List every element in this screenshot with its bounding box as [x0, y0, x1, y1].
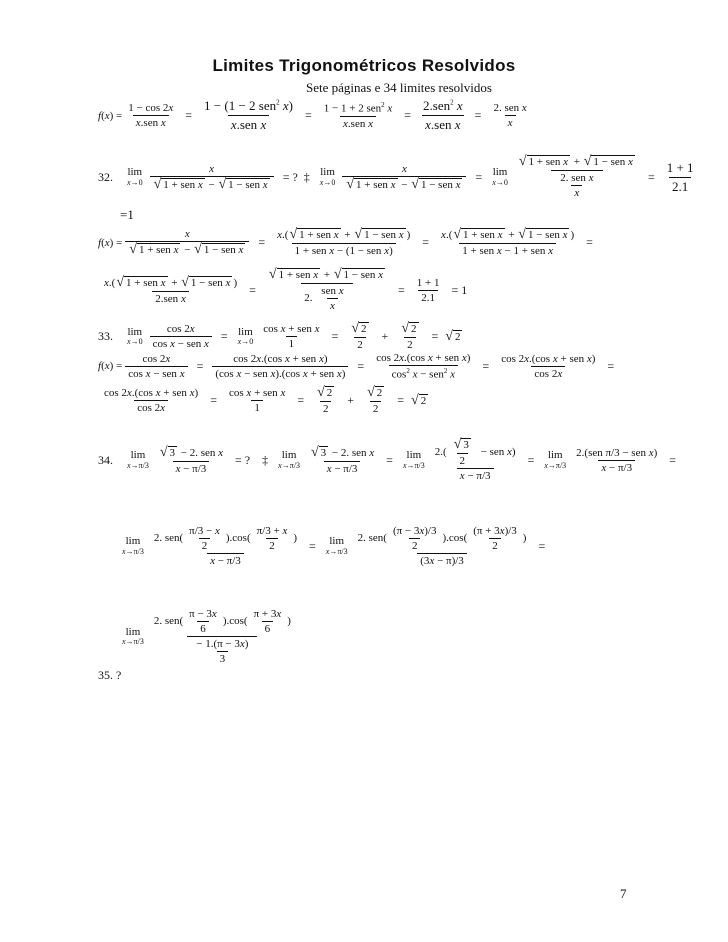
problem-35-row — [98, 668, 131, 683]
problem-33-steps-1: f ( x ) = $\frac{\cos 2x}{\text{cos x − sen x}}$ = $\frac{\text{cos 2x.(cos x + sen x)}}{\text{(cos x − sen x).(cos x + sen x)}}$ = $\frac{\text{cos 2x.(cos x + sen x)}}{\cos^2 x - sen^2 x}$ = $\frac{\text{cos 2x.(cos x + sen x)}}{\cos 2x}$ = — [98, 352, 615, 381]
problem-32-row: 32. lim x→0 x √ 1 + sen x − √ 1 − sen x = ? ‡ lim x→0 x √ 1 + sen x − √ 1 − sen x = lim x→0 √ 1 + sen x + √ 1 − sen x $\frac{\text{2. sen x}}{x}$ = $\frac{1 + 1}{2.1}$ — [98, 154, 694, 199]
identity-row: f ( x ) = $\frac{1 - \cos 2x}{\text{x.sen x}}$ = $\frac{1 - (1 - 2 sen^2 x)}{\text{x.sen x}}$ = $\frac{1 - 1 + 2 sen^2 x}{\text{x.sen x}}$ = $\frac{2.sen^2 x}{\text{x.sen x}}$ = $\frac{\text{2. sen x}}{x}$ — [98, 98, 527, 132]
problem-32-steps-2: x.( √ 1 + sen x + √ 1 − sen x ) 2.sen x = √ 1 + sen x + √ 1 − sen x 2. $\frac{\text{sen x}}{x}$ = $\frac{1 + 1}{2.1}$ = 1 — [104, 267, 468, 312]
problem-34-steps-1: lim x→π/3 2. sen( $\frac{\pi/3 - x}{2}$ ).cos( $\frac{\pi/3 + x}{2}$ ) x − π/3 = lim x→π/3 2. sen( $\frac{(\pi - 3x)/3}{2}$ ).cos( $\frac{(\pi + 3x)/3}{2}$ ) (3x − π)/3 = — [122, 525, 546, 567]
problem-34-label: 34. — [98, 452, 113, 467]
problem-32-result: =1 — [120, 207, 134, 222]
problem-33-label: 33. — [98, 329, 113, 343]
problem-34-row: 34. lim x→π/3 √ 3 − 2. sen x x − π/3 = ? ‡ lim x→π/3 √ 3 − 2. sen x x − π/3 = lim x→π/3 2.( √ 3 2 − sen x) x − π/3 = lim x→π/3 $\frac{\text{2.(sen π/3 − sen x)}}{x - \pi/3}$ = — [98, 437, 677, 482]
problem-35-label: 35. ? — [98, 668, 122, 682]
page-number: 7 — [620, 886, 627, 901]
problem-32-label: 32. — [98, 169, 113, 184]
page-subtitle: Sete páginas e 34 limites resolvidos — [306, 80, 492, 95]
page-title: Limites Trigonométricos Resolvidos — [212, 56, 516, 75]
problem-33-steps-2: $\frac{\text{cos 2x.(cos x + sen x)}}{\cos 2x}$ = $\frac{\text{cos x + sen x}}{1}$ = √ 2 2 + √ 2 2 = √ 2 — [104, 385, 427, 415]
problem-32-steps-1: f ( x ) = x √ 1 + sen x − √ 1 − sen x = x.( √ 1 + sen x + √ 1 − sen x ) 1 + sen x − (1 − sen x) = x.( √ 1 + sen x + √ 1 − sen x ) 1 + sen x − 1 + sen x = — [98, 227, 593, 257]
problem-33-row: 33. lim x→0 $\frac{\cos 2x}{\text{cos x − sen x}}$ = lim x→0 $\frac{\text{cos x + sen x}}{1}$ = √ 2 2 + √ 2 2 = √ 2 — [98, 321, 461, 351]
problem-34-steps-2: lim x→π/3 2. sen( $\frac{\pi - 3x}{6}$ ).cos( $\frac{\pi + 3x}{6}$ ) $\frac{- 1.(\pi - 3x)}{3}$ — [122, 608, 291, 665]
